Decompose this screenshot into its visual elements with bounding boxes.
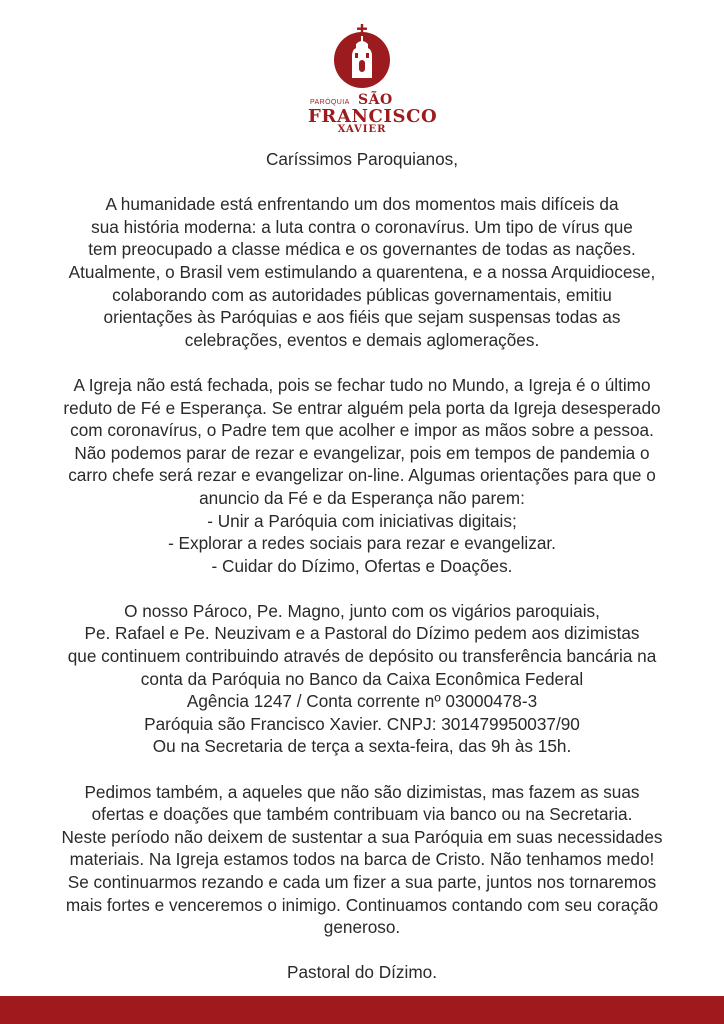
account-line: Agência 1247 / Conta corrente nº 03000478-3 [186, 691, 538, 712]
text-line: O nosso Pároco, Pe. Magno, junto com os vigários paroquiais, [124, 600, 600, 621]
list-item: - Explorar a redes sociais para rezar e evangelizar. [168, 533, 556, 554]
text-line: reduto de Fé e Esperança. Se entrar alguém pela porta da Igreja desesperado [63, 397, 661, 418]
text-line: Atualmente, o Brasil vem estimulando a quarentena, e a nossa Arquidiocese, [68, 261, 656, 282]
text-line: orientações às Paróquias e aos fiéis que sejam suspensas todas as [103, 307, 621, 328]
text-line: colaborando com as autoridades públicas governamentais, emitiu [112, 284, 612, 305]
church-emblem-icon [332, 20, 392, 92]
paragraph-situation [0, 193, 724, 351]
text-line: Se continuarmos rezando e cada um fizer a sua parte, juntos nos tornaremos [67, 872, 657, 892]
text-line: Pe. Rafael e Pe. Neuzivam e a Pastoral do Dízimo pedem aos dizimistas [84, 623, 640, 644]
text-line: A humanidade está enfrentando um dos momentos mais difíceis da [105, 194, 619, 215]
paragraph-appeal [0, 781, 724, 939]
text-line: Neste período não deixem de sustentar a sua Paróquia em suas necessidades [61, 826, 663, 847]
logo-sao: SÃO [358, 92, 393, 108]
signature: Pastoral do Dízimo. [287, 962, 437, 983]
footer-bar [0, 996, 724, 1024]
text-line: tem preocupado a classe médica e os governantes de todas as nações. [88, 239, 636, 260]
text-line: que continuem contribuindo através de depósito ou transferência bancária na [67, 646, 657, 667]
text-line: generoso. [323, 917, 401, 938]
logo-francisco: FRANCISCO [308, 106, 438, 127]
text-line: carro chefe será rezar e evangelizar on-line. Algumas orientações para que o [68, 465, 656, 486]
text-line: sua história moderna: a luta contra o coronavírus. Um tipo de vírus que [91, 216, 633, 237]
text-line: mais fortes e venceremos o inimigo. Continuamos contando com seu coração [65, 894, 659, 915]
cnpj-line: Paróquia são Francisco Xavier. CNPJ: 301479950037/90 [144, 713, 580, 734]
letter-body [0, 148, 724, 984]
parish-logo [300, 20, 438, 135]
paragraph-church-open [0, 374, 724, 577]
text-line: A Igreja não está fechada, pois se fechar tudo no Mundo, a Igreja é o último [73, 374, 651, 395]
text-line: com coronavírus, o Padre tem que acolher e impor as mãos sobre a pessoa. [70, 420, 654, 441]
text-line: Não podemos parar de rezar e evangelizar, pois em tempos de pandemia o [74, 442, 650, 463]
text-line: anuncio da Fé e da Esperança não parem: [199, 487, 525, 508]
greeting: Caríssimos Paroquianos, [265, 149, 458, 169]
paragraph-bank-details [0, 600, 724, 758]
text-line: materiais. Na Igreja estamos todos na barca de Cristo. Não tenhamos medo! [69, 849, 655, 870]
list-item: - Cuidar do Dízimo, Ofertas e Doações. [211, 555, 513, 576]
text-line: celebrações, eventos e demais aglomerações. [184, 329, 540, 350]
text-line: ofertas e doações que também contribuam via banco ou na Secretaria. [91, 804, 633, 825]
logo-xavier: XAVIER [337, 124, 387, 135]
logo-parish-word: PARÓQUIA [310, 99, 350, 106]
office-hours-line: Ou na Secretaria de terça a sexta-feira, das 9h às 15h. [152, 736, 572, 757]
list-item: - Unir a Paróquia com iniciativas digitais; [207, 510, 517, 531]
text-line: Pedimos também, a aqueles que não são dizimistas, mas fazem as suas [84, 781, 640, 802]
text-line: conta da Paróquia no Banco da Caixa Econômica Federal [140, 668, 584, 689]
